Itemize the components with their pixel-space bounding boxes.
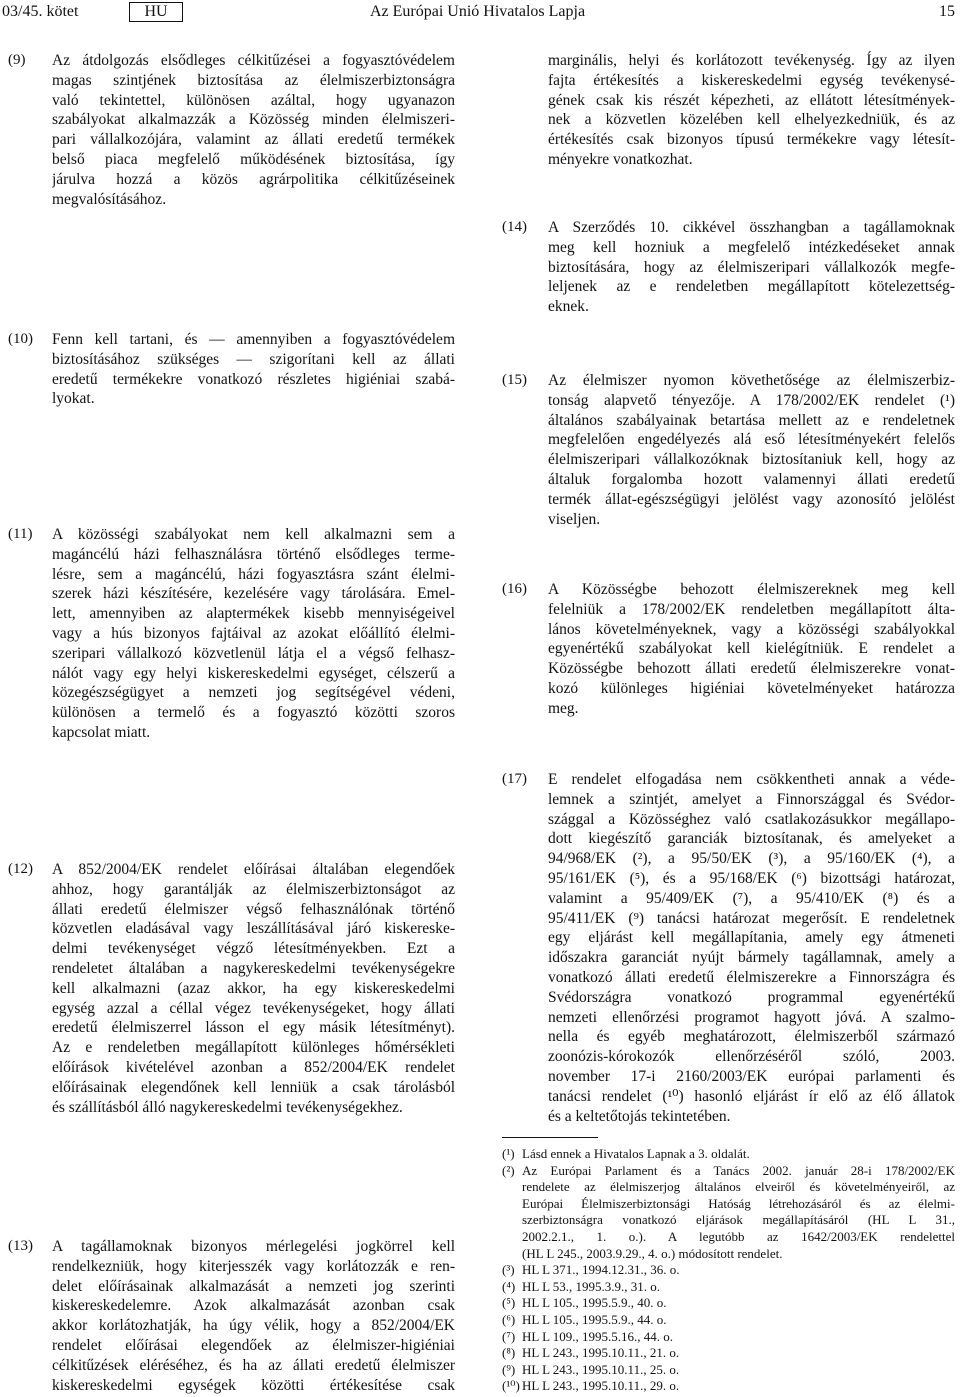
text-line: belső piaca megfelelő működésének biztosítása, így — [52, 150, 455, 168]
text-line: szeripari vállalkozó közvetlenül látja el a végső felhasz- — [52, 644, 455, 662]
text-line: lésre, sem a magáncélú, házi fogyasztásra szánt élelmi- — [52, 565, 455, 583]
text-line: szabályokat alkalmazzák a Közösség minden élelmiszeri- — [52, 111, 455, 129]
text-line: HL L 243., 1995.10.11., 29. o. — [522, 1378, 680, 1394]
footnote-text — [522, 1262, 955, 1279]
recital-text — [52, 525, 455, 743]
text-line: HL L 109., 1995.5.16., 44. o. — [522, 1328, 674, 1344]
text-line: eredetű termékekre vonatkozó részletes higiéniai szabá- — [52, 370, 455, 388]
text-line: rendelete az élelmiszerjog általános elveiről és követelményeiről, az — [522, 1179, 955, 1195]
text-line: lyokat. — [52, 390, 95, 408]
text-line: időszakra garanciát nyújt bármely tagállamnak, amely a — [548, 949, 955, 967]
text-line: eknek. — [548, 298, 589, 316]
text-line: megvalósításához. — [52, 190, 167, 208]
text-line: tonság alapvető tényezője. A 178/2002/EK rendelet (¹) — [548, 391, 955, 409]
text-line: leljenek az e rendeletben megállapított kötelezettség- — [548, 278, 955, 296]
recital-text — [52, 860, 455, 1117]
text-line: rendeletet általában a nagykereskedelmi tevékenységekre — [52, 959, 455, 977]
text-line: 94/968/EK (²), a 95/50/EK (³), a 95/160/EK (⁴), a — [548, 850, 955, 868]
footnote-mark: (⁹) — [502, 1361, 516, 1377]
text-line: meg kell hozniuk a megfelelő intézkedéseket annak — [548, 238, 955, 256]
recital-number: (16) — [502, 581, 527, 597]
footnote-mark: (³) — [502, 1262, 515, 1278]
footnote-9 — [502, 1362, 955, 1379]
text-line: Az élelmiszer nyomon követhetősége az élelmiszerbiz- — [548, 372, 955, 389]
text-line: E rendelet elfogadása nem csökkentheti annak a véde- — [548, 771, 955, 788]
text-line: 95/161/EK (⁵), és a 95/168/EK (⁶) bizottsági határozat, — [548, 869, 955, 887]
text-line: A Szerződés 10. cikkével összhangban a tagállamoknak — [548, 219, 955, 236]
footnote-text — [522, 1146, 955, 1163]
journal-title: Az Európai Unió Hivatalos Lapja — [370, 3, 586, 20]
footnote-8 — [502, 1345, 955, 1362]
text-line: való tekintettel, különösen azáltal, hogy ugyanazon — [52, 91, 455, 109]
text-line: kozó különleges higiéniai követelményeket határozza — [548, 679, 955, 697]
text-line: gének csak kis részét képezheti, az ellátott létesítmények- — [548, 91, 955, 109]
recital-text — [52, 1237, 455, 1395]
text-line: általános szabályainak betartása mellett az e rendeletnek — [548, 411, 955, 429]
text-line: Lásd ennek a Hivatalos Lapnak a 3. oldalát. — [522, 1146, 750, 1161]
recital-number: (9) — [8, 52, 26, 68]
text-line: általuk forgalomba hozott valamennyi állati eredetű — [548, 470, 955, 488]
text-line: eredetű élelmiszerrel lásson el egy másik létesítményt). — [52, 1019, 455, 1037]
footnote-text — [522, 1378, 955, 1395]
text-line: vonatkozó állati eredetű élelmiszerekre a Finnországra és — [548, 968, 955, 986]
recital-number: (15) — [502, 372, 527, 388]
recital-text — [548, 580, 955, 719]
recital-number: (10) — [8, 331, 33, 347]
text-line: és szállításból álló nagykereskedelmi tevékenységekhez. — [52, 1098, 403, 1116]
text-line: Fenn kell tartani, és — amennyiben a fogyasztóvédelem — [52, 331, 455, 348]
text-line: Közösségbe behozott állati eredetű élelmiszerekre vonat- — [548, 660, 955, 678]
recital-text — [548, 770, 955, 1126]
footnote-mark: (¹) — [502, 1146, 515, 1161]
recital-number: (14) — [502, 219, 527, 235]
text-line: szággal a Közösséghez való csatlakozásukkor megállapo- — [548, 810, 955, 828]
text-line: járulva hozzá a közös agrárpolitika célkitűzéseinek — [52, 170, 455, 188]
text-line: egyenértékű szabályokat kell kielégítniük. E rendelet a — [548, 640, 955, 658]
recital-text — [548, 218, 955, 317]
text-line: termék állat-egészségügyi jelölést vagy azonosító jelölést — [548, 490, 955, 508]
footnote-mark: (²) — [502, 1162, 515, 1178]
text-line: nálót vagy egy helyi kiskereskedelmi egységet, célszerű a — [52, 664, 455, 682]
text-line: HL L 371., 1994.12.31., 36. o. — [522, 1262, 680, 1278]
footnote-text — [522, 1279, 955, 1296]
recital-text — [548, 51, 955, 170]
text-line: magáncélú házi felhasználásra történő elsődleges terme- — [52, 545, 455, 563]
text-line: kiskereskedelemre. Azok alkalmazását azonban csak — [52, 1297, 455, 1315]
text-line: és a keltetőtojás tekintetében. — [548, 1107, 731, 1125]
text-line: delet előírásainak alkalmazását a nemzeti jog szerinti — [52, 1277, 455, 1295]
text-line: A tagállamoknak bizonyos mérlegelési jogkörrel kell — [52, 1238, 455, 1255]
footnote-mark: (⁶) — [502, 1311, 516, 1327]
footnotes — [502, 1146, 955, 1395]
text-line: kell alkalmazni (azaz akkor, ha egy kiskereskedelmi — [52, 979, 455, 997]
text-line: HL L 105., 1995.5.9., 44. o. — [522, 1311, 667, 1327]
footnote-7 — [502, 1329, 955, 1346]
language-badge: HU — [129, 2, 183, 22]
text-line: meg. — [548, 699, 579, 717]
text-line: célkitűzések eléréséhez, és ha az állati eredetű élelmiszer — [52, 1356, 455, 1374]
text-line: nek a közvetlen közelében kell elhelyezkedniük, és az — [548, 111, 955, 129]
recital-number: (12) — [8, 861, 33, 877]
text-line: HL L 243., 1995.10.11., 21. o. — [522, 1345, 680, 1361]
text-line: 2002.2.1., 1. o.). A legutóbb az 1642/2003/EK rendelettel — [522, 1228, 955, 1244]
text-line: felelniük a 178/2002/EK rendeletben megállapított álta- — [548, 600, 955, 618]
recital-number: (11) — [8, 526, 33, 542]
text-line: Európai Élelmiszerbiztonsági Hatóság létrehozásáról és az élelmi- — [522, 1195, 955, 1211]
text-line: A közösségi szabályokat nem kell alkalmazni sem a — [52, 526, 455, 543]
footnote-text — [522, 1329, 955, 1346]
text-line: ahhoz, hogy garantálják az élelmiszerbiztonságot az — [52, 880, 455, 898]
text-line: A Közösségbe behozott élelmiszereknek meg kell — [548, 581, 955, 598]
text-line: viseljen. — [548, 510, 601, 528]
text-line: zoonózis-kórokozók ellenőrzéséről szóló, 2003. — [548, 1048, 955, 1066]
footnote-text — [522, 1345, 955, 1362]
text-line: biztosításához szükséges — szigorítani kell az állati — [52, 350, 455, 368]
footnote-mark: (⁸) — [502, 1345, 516, 1361]
footnote-5 — [502, 1295, 955, 1312]
text-line: szerbiztonságra vonatkozó eljárások megállapításáról (HL L 31., — [522, 1212, 955, 1228]
footnote-mark: (⁵) — [502, 1295, 516, 1311]
text-line: kiskereskedelmi egységek közötti értékesítése csak — [52, 1376, 455, 1394]
recital-text — [52, 330, 455, 409]
footnote-6 — [502, 1312, 955, 1329]
footnote-text — [522, 1295, 955, 1312]
text-line: közvetlen eladásával vagy leszállításával járó kiskereske- — [52, 920, 455, 938]
text-line: ményekre vonatkozhat. — [548, 150, 693, 168]
text-line: magas szintjének biztosítása az élelmiszerbiztonságra — [52, 71, 455, 89]
text-line: Az Európai Parlament és a Tanács 2002. január 28-i 178/2002/EK — [522, 1162, 955, 1178]
text-line: tanácsi rendelet (¹⁰) hasonló eljárást ír elő az élő állatok — [548, 1087, 955, 1105]
footnote-2 — [502, 1163, 955, 1263]
text-line: szerek házi készítésére, kezelésére vagy tárolására. Emel- — [52, 585, 455, 603]
text-line: megfelelően engedélyezés alá eső létesítményekért felelős — [548, 431, 955, 449]
text-line: élelmiszeripari vállalkozóknak biztosítaniuk kell, hogy az — [548, 451, 955, 469]
text-line: dott kiegészítő garanciák biztosítanak, és amelyeket a — [548, 830, 955, 848]
text-line: fajta értékesítés a kiskereskedelmi egység tevékenysé- — [548, 71, 955, 89]
footnote-mark: (¹⁰) — [502, 1378, 520, 1394]
text-line: közegészségügyet a nemzeti jog segítségével védeni, — [52, 684, 455, 702]
volume-label: 03/45. kötet — [2, 3, 79, 20]
text-line: Svédországra vonatkozó programmal egyenértékű — [548, 988, 955, 1006]
recital-text — [52, 51, 455, 209]
footnote-3 — [502, 1262, 955, 1279]
text-line: kapcsolat miatt. — [52, 723, 151, 741]
text-line: egy eljárást kell megállapítania, amely egy átmeneti — [548, 929, 955, 947]
footnote-divider — [502, 1137, 598, 1138]
footnote-mark: (⁴) — [502, 1278, 516, 1294]
text-line: lános követelményeknek, vagy a közösségi szabályokkal — [548, 620, 955, 638]
text-line: A 852/2004/EK rendelet előírásai általában elegendőek — [52, 861, 455, 878]
text-line: rendelet előírásai elegendőek az élelmiszer-higiéniai — [52, 1336, 455, 1354]
text-line: HL L 105., 1995.5.9., 40. o. — [522, 1295, 667, 1311]
text-line: nella és egyéb meghatározott, élelmiszerből származó — [548, 1028, 955, 1046]
text-line: pari vállalkozójára, valamint az állati eredetű termékek — [52, 131, 455, 149]
footnote-text — [522, 1312, 955, 1329]
footnote-text — [522, 1362, 955, 1379]
text-line: HL L 243., 1995.10.11., 25. o. — [522, 1361, 680, 1377]
text-line: marginális, helyi és korlátozott tevékenység. Így az ilyen — [548, 52, 955, 69]
footnote-10 — [502, 1378, 955, 1395]
text-line: (HL L 245., 2003.9.29., 4. o.) módosított rendelet. — [522, 1245, 783, 1261]
text-line: állati eredetű élelmiszer végső felhasználónak történő — [52, 900, 455, 918]
text-line: lett, amennyiben az alaptermékek kisebb mennyiségeivel — [52, 605, 455, 623]
footnote-mark: (⁷) — [502, 1328, 516, 1344]
text-line: Az átdolgozás elsődleges célkitűzései a fogyasztóvédelem — [52, 52, 455, 69]
text-line: akkor korlátozhatják, ha úgy vélik, hogy a 852/2004/EK — [52, 1317, 455, 1335]
footnote-4 — [502, 1279, 955, 1296]
text-line: rendelkezniük, hogy kiterjesszék vagy korlátozzák e ren- — [52, 1257, 455, 1275]
recital-text — [548, 371, 955, 529]
text-line: előírások kivételével azonban a 852/2004/EK rendelet — [52, 1058, 455, 1076]
footnote-text — [522, 1163, 955, 1263]
text-line: értékesítés csak bizonyos típusú termékekre vagy létesít- — [548, 131, 955, 149]
recital-number: (17) — [502, 771, 527, 787]
text-line: delmi tevékenységet végző létesítményekben. Ezt a — [52, 940, 455, 958]
recital-number: (13) — [8, 1238, 33, 1254]
text-line: HL L 53., 1995.3.9., 31. o. — [522, 1278, 661, 1294]
text-line: nemzeti ellenőrzési programot hagyott jóvá. A szalmo- — [548, 1008, 955, 1026]
page-number: 15 — [939, 3, 955, 20]
text-line: előírásainak elegendőnek kell lenniük a csak tárolásból — [52, 1078, 455, 1096]
text-line: különösen a termelő és a fogyasztó közötti szoros — [52, 704, 455, 722]
text-line: vagy a hús bizonyos fajtáival az azokat előállító élelmi- — [52, 624, 455, 642]
text-line: Az e rendeletben megállapított különleges hőmérsékleti — [52, 1039, 455, 1057]
text-line: lemnek a szintjét, amelyet a Finnországgal és Svédor- — [548, 790, 955, 808]
footnote-1 — [502, 1146, 955, 1163]
text-line: november 17-i 2160/2003/EK európai parlamenti és — [548, 1067, 955, 1085]
text-line: egység azzal a céllal végez tevékenységeket, hogy állati — [52, 999, 455, 1017]
text-line: biztosítására, hogy az élelmiszeripari vállalkozók megfe- — [548, 258, 955, 276]
text-line: valamint a 95/409/EK (⁷), a 95/410/EK (⁸) és a — [548, 889, 955, 907]
text-line: 95/411/EK (⁹) tanácsi határozat megerősít. E rendeletnek — [548, 909, 955, 927]
